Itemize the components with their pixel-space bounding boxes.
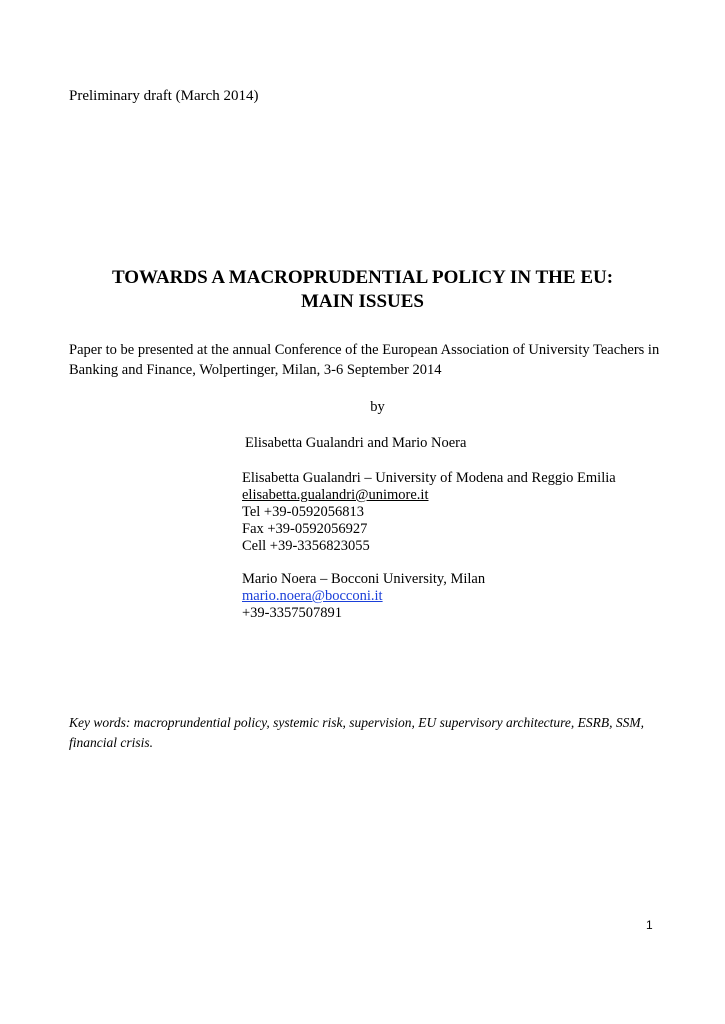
author1-cell: Cell +39-3356823055: [242, 538, 370, 554]
author2-phone: +39-3357507891: [242, 605, 343, 621]
author1-affiliation: Elisabetta Gualandri – University of Modena and Reggio Emilia: [242, 470, 616, 486]
by-label: by: [370, 399, 385, 415]
author1-tel: Tel +39-0592056813: [242, 504, 364, 520]
authors-line: Elisabetta Gualandri and Mario Noera: [245, 435, 467, 451]
author2-email-link[interactable]: mario.noera@bocconi.it: [242, 588, 383, 604]
paper-title-line-2: MAIN ISSUES: [300, 291, 424, 312]
conference-note: Paper to be presented at the annual Conference of the European Association of University Teachers in Banking and Finance, Wolpertinger, Milan, 3-6 September 2014: [69, 342, 660, 378]
paper-title-line-1: TOWARDS A MACROPRUDENTIAL POLICY IN THE EU:: [111, 267, 614, 288]
page-number: 1: [646, 918, 653, 932]
author1-email-link[interactable]: elisabetta.gualandri@unimore.it: [242, 487, 429, 503]
author1-fax: Fax +39-0592056927: [242, 521, 368, 537]
author2-affiliation: Mario Noera – Bocconi University, Milan: [242, 571, 486, 587]
keywords: Key words: macroprundential policy, systemic risk, supervision, EU supervisory architecture, ESRB, SSM, financial crisis.: [69, 715, 645, 750]
draft-note: Preliminary draft (March 2014): [69, 88, 259, 104]
